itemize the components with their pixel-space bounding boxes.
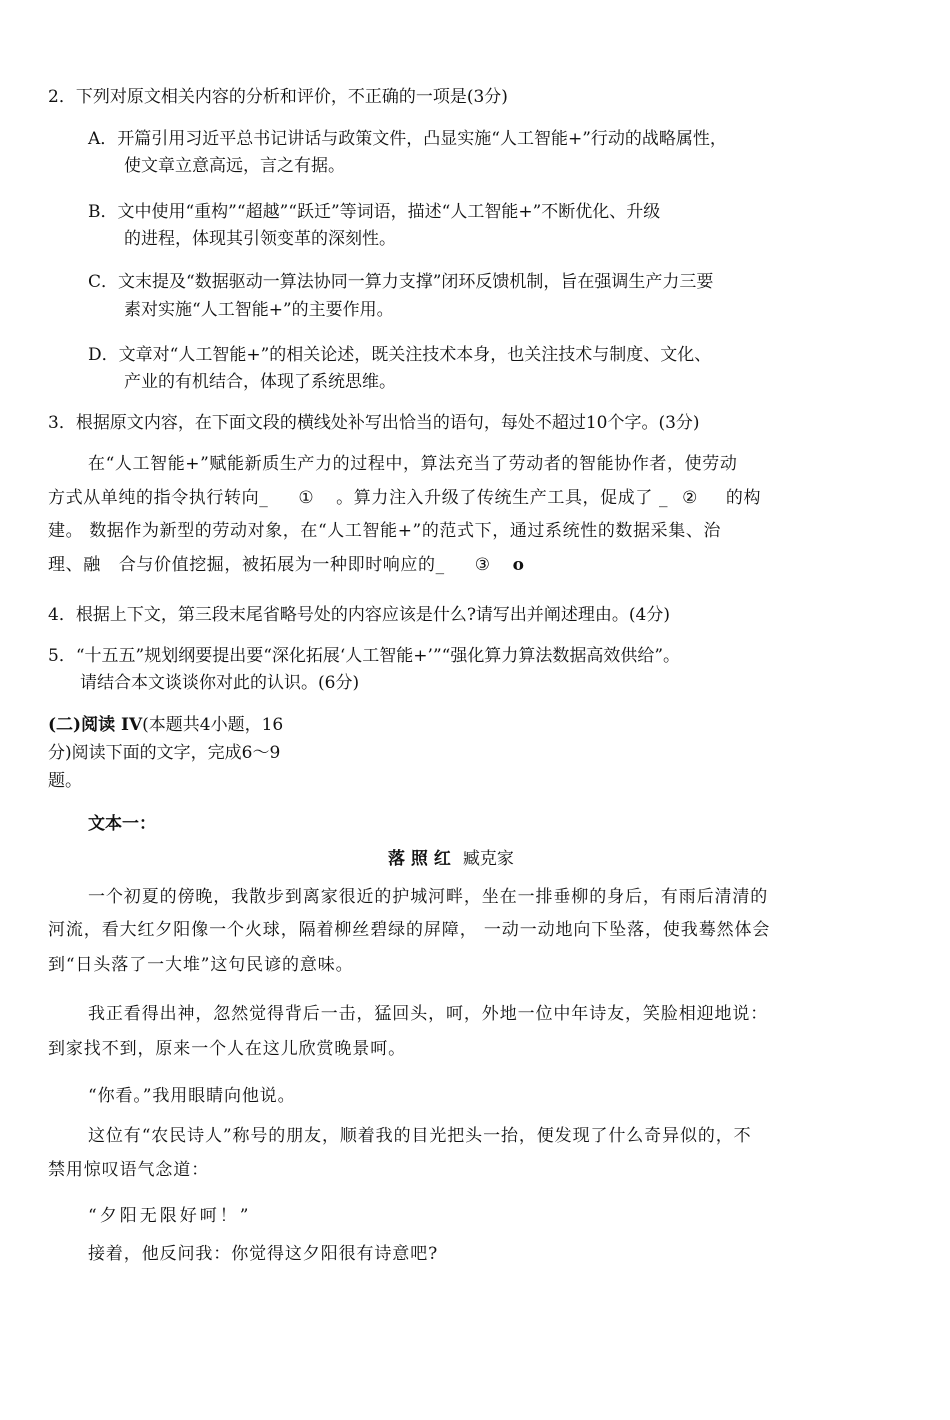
option-c-line-2: 素对实施“人工智能+”的主要作用。 [124,300,394,320]
article-author: 臧克家 [462,849,514,869]
question-3-passage-line-1: 在“人工智能+”赋能新质生产力的过程中，算法充当了劳动者的智能协作者，使劳动 [88,454,738,474]
article-paragraph-1-line-3: 到“日头落了一大堆”这句民谚的意味。 [48,955,354,975]
section-2-title: (二)阅读 IV [48,715,143,735]
blank-marker-1: ① [298,488,315,508]
question-2-stem: 2．下列对原文相关内容的分析和评价，不正确的一项是(3分) [48,87,508,107]
article-paragraph-1-line-1: 一个初夏的傍晚，我散步到离家很近的护城河畔，坐在一排垂柳的身后，有雨后清清的 [88,887,769,907]
question-3-passage-line-4 [48,552,525,578]
option-a-line-1: A．开篇引用习近平总书记讲话与政策文件，凸显实施“人工智能+”行动的战略属性， [88,129,727,149]
question-3-stem: 3．根据原文内容，在下面文段的横线处补写出恰当的语句，每处不超过10个字。(3分) [48,413,700,433]
passage-text: 的构 [725,488,762,508]
article-paragraph-4-line-2: 禁用惊叹语气念道： [48,1160,210,1180]
section-2-heading [48,712,283,738]
article-heading [388,846,514,872]
blank-marker-2: ② [682,488,698,508]
text-one-label: 文本一： [88,814,156,834]
blank-marker-3: ③ [474,555,491,575]
article-title: 落 照 红 [388,849,451,869]
passage-text: o [512,555,525,575]
question-3-passage-line-3: 建。 数据作为新型的劳动对象，在“人工智能+”的范式下，通过系统性的数据采集、治 [48,521,722,541]
article-paragraph-5: “夕阳无限好呵！” [88,1206,252,1226]
section-2-title-rest: (本题共4小题，16 [142,715,284,735]
question-5-stem-line-1: 5．“十五五”规划纲要提出要“深化拓展‘人工智能+’”“强化算力算法数据高效供给”。 [48,646,681,666]
article-paragraph-2-line-2: 到家找不到，原来一个人在这儿欣赏晚景呵。 [48,1039,406,1059]
section-2-instruction-line-3: 题。 [48,771,82,791]
option-c-line-1: C．文末提及“数据驱动一算法协同一算力支撑”闭环反馈机制，旨在强调生产力三要 [88,272,714,292]
question-5-stem-line-2: 请结合本文谈谈你对此的认识。(6分) [80,673,360,693]
article-paragraph-2-line-1: 我正看得出神，忽然觉得背后一击，猛回头，呵，外地一位中年诗友，笑脸相迎地说： [88,1004,769,1024]
article-paragraph-3: “你看。”我用眼睛向他说。 [88,1086,296,1106]
article-paragraph-1-line-2: 河流，看大红夕阳像一个火球，隔着柳丝碧绿的屏障， 一动一动地向下坠落，使我蓦然体会 [48,920,771,940]
option-b-line-2: 的进程，体现其引领变革的深刻性。 [124,229,396,249]
option-a-line-2: 使文章立意高远，言之有据。 [124,156,345,176]
passage-text: 方式从单纯的指令执行转向_ [48,488,269,508]
article-paragraph-6: 接着，他反问我：你觉得这夕阳很有诗意吧? [88,1244,439,1264]
section-2-instruction-line-2: 分)阅读下面的文字，完成6～9 [48,743,281,763]
passage-text: 合与价值挖掘，被拓展为一种即时响应的_ [118,555,445,575]
passage-text: 。算力注入升级了传统生产工具，促成了 _ [336,488,669,508]
option-d-line-1: D．文章对“人工智能+”的相关论述，既关注技术本身，也关注技术与制度、文化、 [88,345,712,365]
option-b-line-1: B．文中使用“重构”“超越”“跃迁”等词语，描述“人工智能+”不断优化、升级 [88,202,661,222]
question-4-stem: 4．根据上下文，第三段末尾省略号处的内容应该是什么?请写出并阐述理由。(4分) [48,605,671,625]
question-3-passage-line-2 [48,485,761,511]
article-paragraph-4-line-1: 这位有“农民诗人”称号的朋友，顺着我的目光把头一抬，便发现了什么奇异似的，不 [88,1126,752,1146]
option-d-line-2: 产业的有机结合，体现了系统思维。 [124,372,396,392]
passage-text: 理、融 [48,555,101,575]
